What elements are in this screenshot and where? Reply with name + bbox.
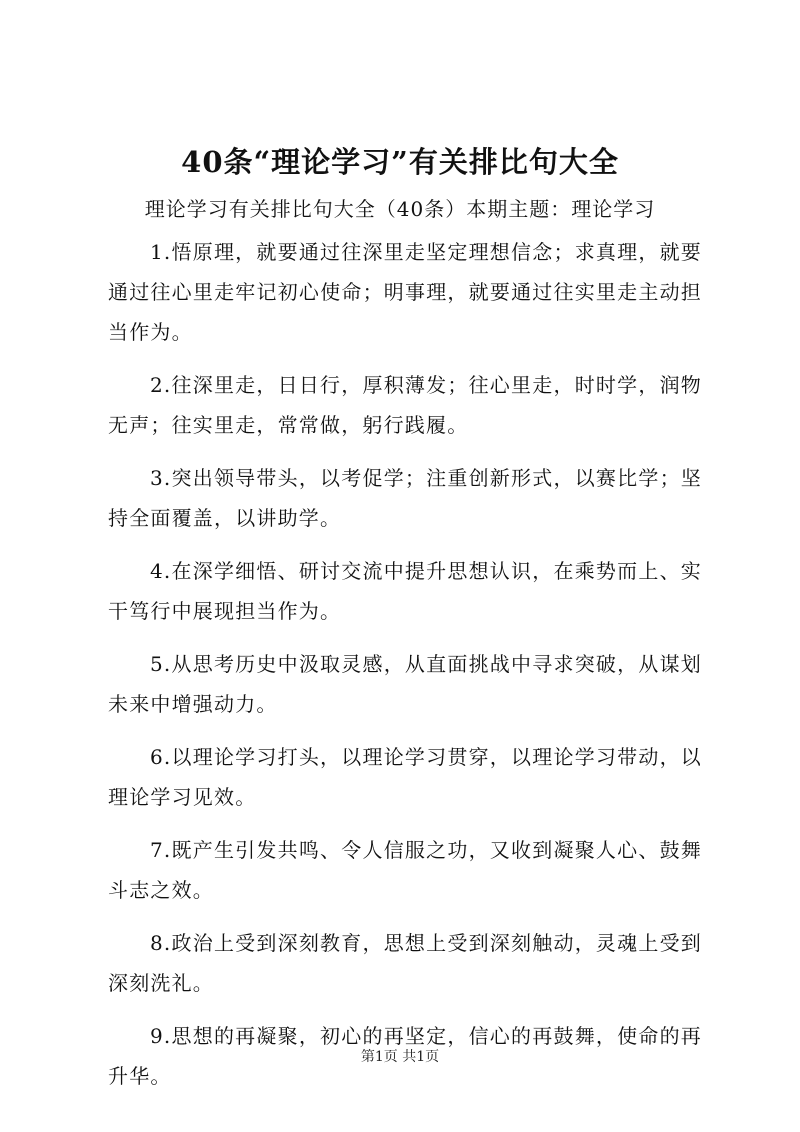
list-item: 3.突出领导带头，以考促学；注重创新形式，以赛比学；坚持全面覆盖，以讲助学。 — [108, 466, 702, 530]
list-item: 1.悟原理，就要通过往深里走坚定理想信念；求真理，就要通过往心里走牢记初心使命；明事理，就要通过往实里走主动担当作为。 — [108, 240, 702, 344]
list-item: 4.在深学细悟、研讨交流中提升思想认识，在乘势而上、实干笃行中展现担当作为。 — [108, 559, 702, 623]
list-item: 6.以理论学习打头，以理论学习贯穿，以理论学习带动，以理论学习见效。 — [108, 745, 702, 809]
document-body — [108, 232, 702, 1109]
page-footer: 第1页 共1页 — [360, 1049, 440, 1065]
document-title: 40条“理论学习”有关排比句大全 — [181, 145, 619, 179]
list-item: 8.政治上受到深刻教育，思想上受到深刻触动，灵魂上受到深刻洗礼。 — [108, 931, 702, 995]
document-subtitle: 理论学习有关排比句大全（40条）本期主题：理论学习 — [144, 197, 656, 221]
list-item: 7.既产生引发共鸣、令人信服之功，又收到凝聚人心、鼓舞斗志之效。 — [108, 838, 702, 902]
list-item: 9.思想的再凝聚，初心的再坚定，信心的再鼓舞，使命的再升华。 — [108, 1024, 702, 1088]
list-item: 5.从思考历史中汲取灵感，从直面挑战中寻求突破，从谋划未来中增强动力。 — [108, 652, 702, 716]
list-item: 2.往深里走，日日行，厚积薄发；往心里走，时时学，润物无声；往实里走，常常做，躬行践履。 — [108, 373, 702, 437]
